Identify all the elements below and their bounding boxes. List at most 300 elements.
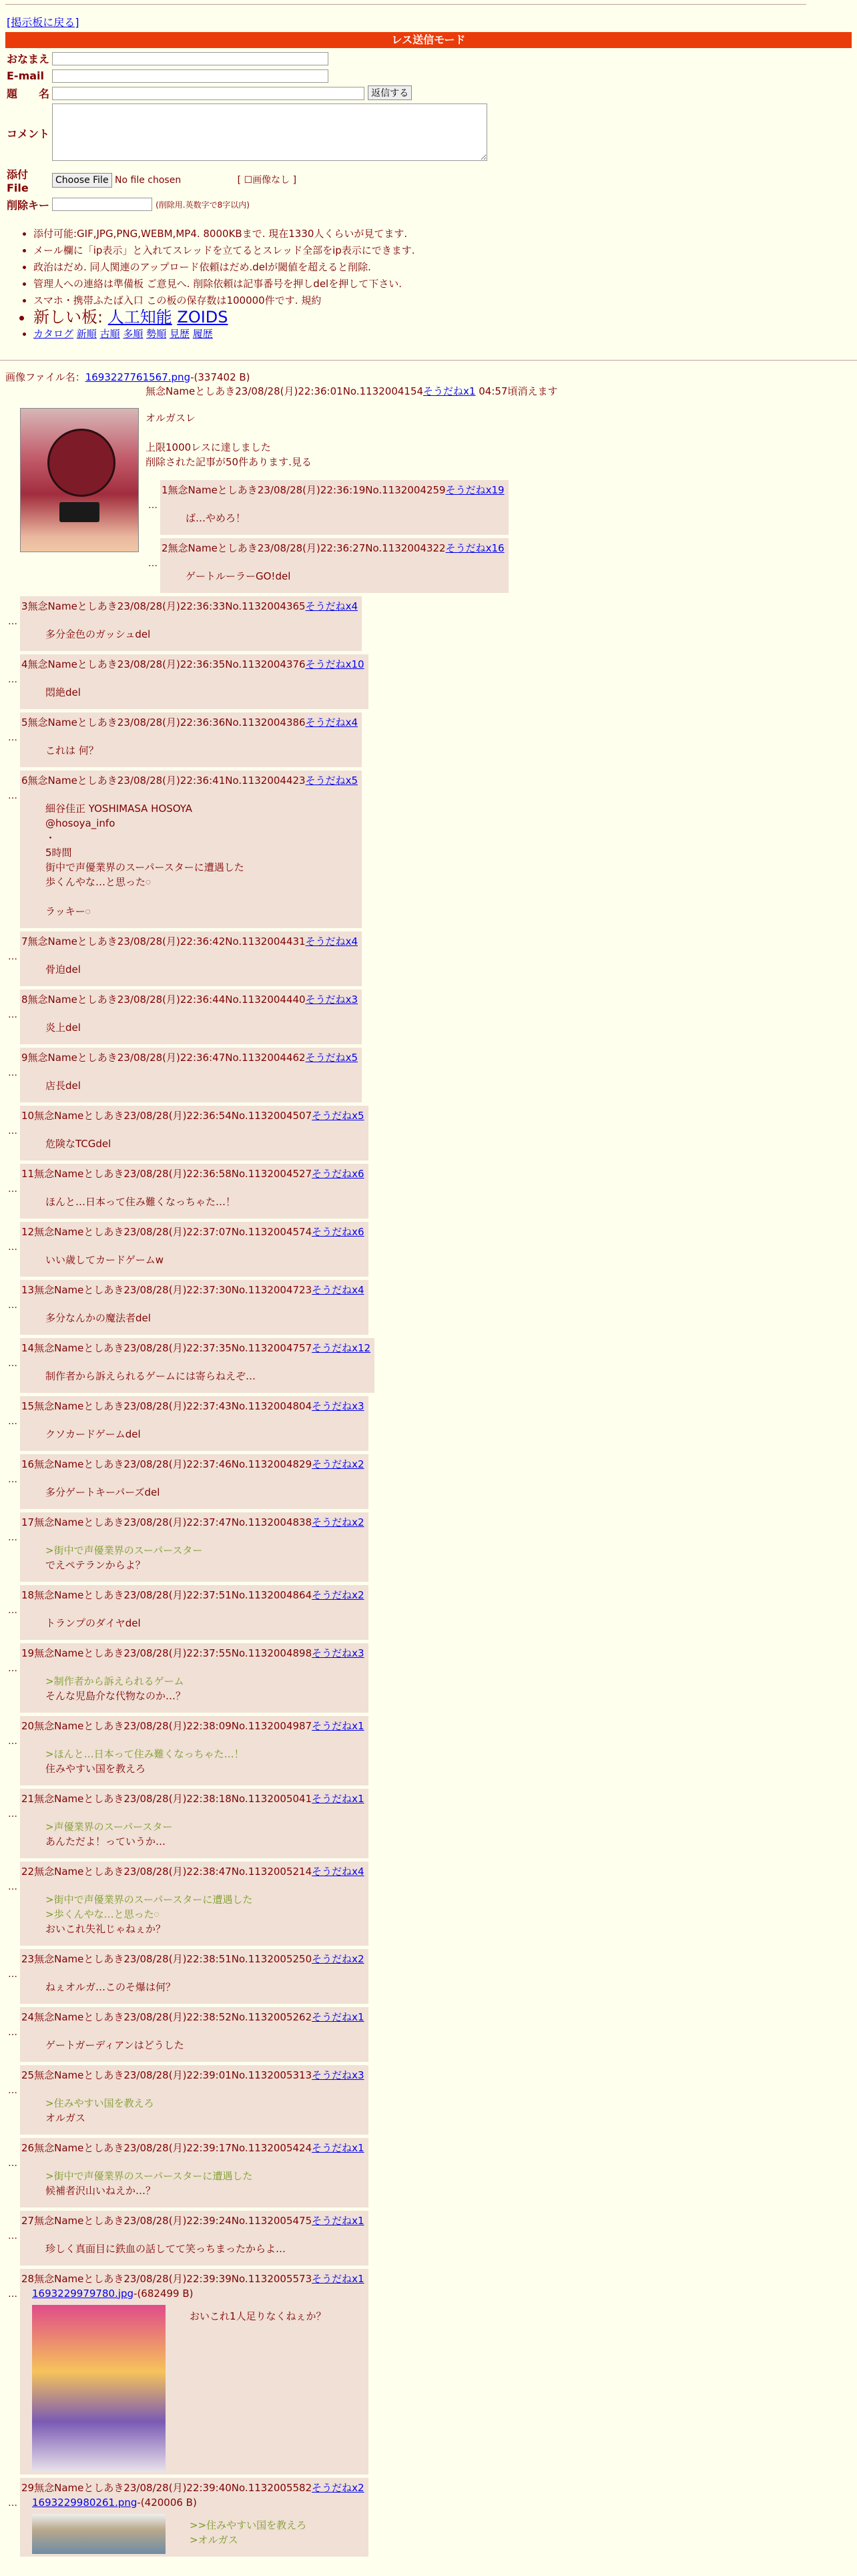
new-boards bbox=[33, 309, 852, 326]
reply-body bbox=[45, 1819, 364, 1849]
reply-meta: 無念Nameとしあき23/08/28(月)22:36:42No.1132004431 bbox=[27, 935, 306, 947]
reply-post bbox=[20, 771, 362, 928]
reply-post bbox=[160, 480, 509, 535]
reply-meta: 無念Nameとしあき23/08/28(月)22:39:24No.1132005475 bbox=[34, 2214, 312, 2227]
reply-sodane[interactable]: そうだねx5 bbox=[305, 774, 358, 787]
body-line: あんただよ！っていうか… bbox=[45, 1835, 166, 1848]
quote-line: >街中で声優業界のスーパースターに遭遇した bbox=[45, 1893, 253, 1906]
reply-sodane[interactable]: そうだねx4 bbox=[312, 1283, 364, 1296]
reply-body bbox=[45, 1747, 364, 1776]
body-line: ゲートルーラーGO!del bbox=[186, 570, 291, 582]
body-line: 骨迫del bbox=[45, 963, 81, 976]
replies bbox=[8, 479, 852, 2559]
reply-row bbox=[146, 479, 852, 537]
reply-dots: … bbox=[8, 616, 17, 627]
body-line: 細谷佳正 YOSHIMASA HOSOYA bbox=[45, 802, 193, 815]
reply-sodane[interactable]: そうだねx3 bbox=[305, 993, 358, 1006]
reply-meta: 無念Nameとしあき23/08/28(月)22:36:36No.1132004386 bbox=[27, 716, 306, 728]
reply-body bbox=[45, 1980, 364, 1994]
reply-meta: 無念Nameとしあき23/08/28(月)22:36:58No.1132004527 bbox=[34, 1167, 312, 1180]
reply-thumbnail[interactable] bbox=[32, 2514, 166, 2554]
reply-header bbox=[21, 2213, 364, 2228]
reply-post bbox=[20, 1789, 368, 1858]
reply-meta: 無念Nameとしあき23/08/28(月)22:36:33No.1132004365 bbox=[27, 600, 306, 612]
reply-post bbox=[20, 1949, 368, 2004]
reply-number: 18 bbox=[21, 1588, 35, 1601]
file-status: No file chosen bbox=[115, 174, 182, 186]
reply-meta: 無念Nameとしあき23/08/28(月)22:38:51No.1132005250 bbox=[34, 1952, 312, 1965]
reply-meta: 無念Nameとしあき23/08/28(月)22:37:30No.1132004723 bbox=[34, 1283, 312, 1296]
reply-row bbox=[5, 1104, 852, 1162]
reply-number: 3 bbox=[21, 600, 28, 612]
reply-file-link[interactable]: 1693229979780.jpg bbox=[32, 2287, 134, 2300]
reply-header bbox=[21, 773, 358, 788]
reply-sodane[interactable]: そうだねx12 bbox=[312, 1341, 371, 1354]
reply-post bbox=[20, 2269, 368, 2475]
reply-media bbox=[21, 2510, 364, 2554]
reply-row bbox=[5, 2209, 852, 2268]
reply-meta: 無念Nameとしあき23/08/28(月)22:37:07No.1132004574 bbox=[34, 1225, 312, 1238]
reply-meta: 無念Nameとしあき23/08/28(月)22:36:35No.1132004376 bbox=[27, 658, 306, 670]
reply-meta: 無念Nameとしあき23/08/28(月)22:36:19No.1132004259 bbox=[168, 483, 446, 496]
reply-header bbox=[21, 715, 358, 730]
reply-row bbox=[5, 2268, 852, 2477]
reply-body bbox=[45, 2241, 364, 2256]
reply-row bbox=[5, 1642, 852, 1715]
reply-row bbox=[5, 2006, 852, 2064]
reply-body bbox=[45, 1020, 358, 1035]
reply-post bbox=[20, 712, 362, 767]
reply-header bbox=[21, 992, 358, 1007]
top-divider bbox=[5, 4, 806, 5]
reply-meta: 無念Nameとしあき23/08/28(月)22:39:39No.1132005573 bbox=[34, 2272, 312, 2285]
file-label: 添付File bbox=[7, 168, 29, 194]
reply-header bbox=[21, 1457, 364, 1472]
submit-reply-button[interactable]: 返信する bbox=[368, 85, 412, 100]
reply-meta: 無念Nameとしあき23/08/28(月)22:36:41No.1132004423 bbox=[27, 774, 306, 787]
op-header bbox=[146, 384, 852, 399]
reply-header bbox=[21, 2010, 364, 2024]
rule-item: • メール欄に「ip表示」と入れてスレッドを立てるとスレッド全部をip表示にできます. bbox=[33, 242, 852, 259]
body-line: 悶絶del bbox=[45, 686, 81, 698]
reply-body bbox=[45, 1674, 364, 1703]
reply-sodane[interactable]: そうだねx1 bbox=[312, 2214, 364, 2227]
reply-file-size: -(420006 B) bbox=[137, 2496, 197, 2509]
body-line: クソカードゲームdel bbox=[45, 1428, 141, 1440]
back-to-board-link[interactable]: [掲示板に戻る] bbox=[7, 16, 79, 29]
reply-sodane[interactable]: そうだねx19 bbox=[445, 483, 505, 496]
reply-meta: 無念Nameとしあき23/08/28(月)22:36:27No.1132004322 bbox=[168, 542, 446, 554]
reply-meta: 無念Nameとしあき23/08/28(月)22:37:35No.1132004757 bbox=[34, 1341, 312, 1354]
reply-body bbox=[45, 1253, 364, 1267]
reply-meta: 無念Nameとしあき23/08/28(月)22:37:47No.1132004838 bbox=[34, 1516, 312, 1528]
reply-sodane[interactable]: そうだねx2 bbox=[312, 1952, 364, 1965]
op-thumbnail[interactable] bbox=[20, 408, 139, 552]
reply-sodane[interactable]: そうだねx1 bbox=[312, 1719, 364, 1732]
op-sodane[interactable]: そうだねx1 bbox=[423, 385, 476, 397]
body-line: トランプのダイヤdel bbox=[45, 1617, 141, 1629]
body-line: 多分なんかの魔法者del bbox=[45, 1311, 151, 1324]
reply-body bbox=[45, 962, 358, 977]
reply-post bbox=[20, 931, 362, 986]
reply-dots: … bbox=[8, 951, 17, 962]
comment-label: コメント bbox=[7, 128, 50, 140]
reply-post bbox=[20, 1338, 374, 1393]
reply-meta: 無念Nameとしあき23/08/28(月)22:38:18No.1132005041 bbox=[34, 1792, 312, 1805]
reply-header bbox=[21, 1225, 364, 1239]
delkey-input[interactable] bbox=[52, 198, 152, 211]
reply-header bbox=[21, 1399, 364, 1414]
reply-dots: … bbox=[8, 674, 17, 685]
reply-header bbox=[21, 1588, 364, 1602]
reply-sodane[interactable]: そうだねx16 bbox=[445, 542, 505, 554]
reply-header bbox=[21, 1515, 364, 1530]
reply-row bbox=[5, 2477, 852, 2559]
reply-dots: … bbox=[8, 732, 17, 743]
reply-header bbox=[162, 541, 505, 556]
reply-row bbox=[5, 1279, 852, 1337]
reply-post bbox=[20, 2065, 368, 2135]
body-line: ゲートガーディアンはどうした bbox=[45, 2038, 184, 2051]
reply-thumbnail[interactable] bbox=[32, 2305, 166, 2472]
reply-dots: … bbox=[8, 1009, 17, 1020]
reply-sodane[interactable]: そうだねx5 bbox=[312, 1109, 364, 1122]
reply-row bbox=[5, 1395, 852, 1453]
reply-meta: 無念Nameとしあき23/08/28(月)22:39:01No.1132005313 bbox=[34, 2069, 312, 2081]
reply-post bbox=[20, 2478, 368, 2557]
delkey-note: (削除用.英数字で8字以内) bbox=[156, 200, 250, 210]
reply-meta: 無念Nameとしあき23/08/28(月)22:37:46No.1132004829 bbox=[34, 1458, 312, 1470]
reply-number: 27 bbox=[21, 2214, 35, 2227]
body-line bbox=[45, 889, 358, 904]
reply-dots: … bbox=[148, 499, 158, 511]
body-line: 5時間 bbox=[45, 846, 72, 859]
reply-dots: … bbox=[8, 1881, 17, 1892]
reply-body bbox=[45, 801, 358, 919]
rule-item: • 政治はだめ. 同人関連のアップロード依頼はだめ.delが閾値を超えると削除. bbox=[33, 259, 852, 276]
body-line: 炎上del bbox=[45, 1021, 81, 1034]
reply-sodane[interactable]: そうだねx2 bbox=[312, 1516, 364, 1528]
reply-body bbox=[45, 627, 358, 642]
reply-sodane[interactable]: そうだねx4 bbox=[305, 716, 358, 728]
reply-post bbox=[20, 1164, 368, 1219]
body-line: 危険なTCGdel bbox=[45, 1137, 111, 1150]
reply-row bbox=[5, 1046, 852, 1104]
body-line: ラッキー𓏸 bbox=[45, 905, 91, 917]
reply-sodane[interactable]: そうだねx2 bbox=[312, 1458, 364, 1470]
quote-line: >制作者から訴えられるゲーム bbox=[45, 1675, 184, 1687]
reply-header bbox=[21, 2141, 364, 2155]
reply-number: 14 bbox=[21, 1341, 35, 1354]
op-expire: 04:57頃消えます bbox=[479, 385, 558, 397]
reply-body bbox=[186, 511, 505, 525]
reply-sodane[interactable]: そうだねx4 bbox=[305, 600, 358, 612]
reply-meta: 無念Nameとしあき23/08/28(月)22:39:40No.1132005582 bbox=[34, 2481, 312, 2494]
reply-number: 9 bbox=[21, 1051, 28, 1064]
email-label: E-mail bbox=[7, 69, 45, 82]
reply-number: 1 bbox=[162, 483, 168, 496]
reply-dots: … bbox=[8, 1532, 17, 1543]
reply-row bbox=[5, 1787, 852, 1860]
reply-body bbox=[45, 685, 364, 700]
reply-number: 6 bbox=[21, 774, 28, 787]
reply-body bbox=[45, 1136, 364, 1151]
reply-body bbox=[45, 743, 358, 758]
reply-row bbox=[5, 1511, 852, 1584]
reply-sodane[interactable]: そうだねx1 bbox=[312, 2141, 364, 2154]
reply-number: 7 bbox=[21, 935, 28, 947]
reply-dots: … bbox=[8, 1125, 17, 1136]
reply-body bbox=[190, 2518, 306, 2547]
catalog-links bbox=[33, 326, 852, 343]
body-line: おいこれ失礼じゃねぇか？ bbox=[45, 1922, 166, 1935]
reply-number: 24 bbox=[21, 2010, 35, 2023]
reply-number: 13 bbox=[21, 1283, 35, 1296]
reply-header bbox=[21, 2481, 364, 2495]
sort-many-link[interactable]: 多順 bbox=[123, 327, 144, 340]
reply-sodane[interactable]: そうだねx1 bbox=[312, 1792, 364, 1805]
reply-body bbox=[45, 1543, 364, 1572]
op-body-line: 削除された記事が50件あります.見る bbox=[146, 455, 312, 468]
choose-file-button[interactable]: Choose File bbox=[52, 173, 112, 188]
thread-divider bbox=[0, 360, 857, 361]
reply-sodane[interactable]: そうだねx2 bbox=[312, 1588, 364, 1601]
reply-row bbox=[5, 1162, 852, 1221]
reply-number: 5 bbox=[21, 716, 28, 728]
body-line: ほんと…日本って住み難くなっちゃた…！ bbox=[45, 1195, 236, 1208]
reply-row bbox=[5, 653, 852, 711]
reply-file-link[interactable]: 1693229980261.png bbox=[32, 2496, 137, 2509]
reply-dots: … bbox=[8, 1808, 17, 1819]
card-image bbox=[59, 502, 99, 522]
reply-header bbox=[21, 2068, 364, 2083]
reply-header bbox=[21, 1719, 364, 1733]
comment-textarea[interactable] bbox=[52, 103, 487, 161]
body-line: 候補者沢山いねえか…？ bbox=[45, 2184, 156, 2197]
board-link-ai[interactable]: 人工知能 bbox=[107, 307, 172, 327]
reply-mode-bar: レス送信モード bbox=[5, 32, 852, 48]
reply-post bbox=[20, 2007, 368, 2062]
board-link-zoids[interactable]: ZOIDS bbox=[177, 307, 228, 327]
reply-body bbox=[45, 1427, 364, 1442]
reply-body bbox=[45, 1485, 364, 1500]
body-line: @hosoya_info bbox=[45, 817, 115, 829]
reply-form bbox=[5, 49, 489, 214]
op-body bbox=[146, 411, 852, 469]
op-file-link[interactable]: 1693227761567.png bbox=[85, 371, 191, 383]
reply-row bbox=[5, 930, 852, 988]
body-line: でえペテランからよ？ bbox=[45, 1558, 146, 1571]
reply-dots: … bbox=[8, 1357, 17, 1369]
reply-row bbox=[5, 2064, 852, 2137]
reply-dots: … bbox=[8, 2230, 17, 2241]
reply-sodane[interactable]: そうだねx3 bbox=[312, 2069, 364, 2081]
reply-post bbox=[20, 654, 368, 709]
reply-post bbox=[20, 1643, 368, 1713]
op-file-label: 画像ファイル名： bbox=[5, 371, 85, 383]
reply-post bbox=[20, 1396, 368, 1451]
reply-dots: … bbox=[8, 1604, 17, 1616]
reply-header bbox=[21, 1952, 364, 1966]
reply-sodane[interactable]: そうだねx4 bbox=[305, 935, 358, 947]
reply-header bbox=[21, 1166, 364, 1181]
reply-dots: … bbox=[8, 2288, 17, 2300]
body-line: 住みやすい国を教えろ bbox=[45, 1762, 146, 1775]
reply-row bbox=[146, 537, 852, 595]
body-line: 歩くんやな…と思った𓏸 bbox=[45, 875, 151, 888]
body-line: いい歳してカードゲームw bbox=[45, 1253, 164, 1266]
reply-sodane[interactable]: そうだねx10 bbox=[305, 658, 364, 670]
reply-row bbox=[5, 1584, 852, 1642]
reply-media bbox=[21, 2301, 364, 2472]
reply-number: 26 bbox=[21, 2141, 35, 2154]
reply-post bbox=[20, 1106, 368, 1160]
quote-line: >歩くんやな…と思った𓏸 bbox=[45, 1908, 160, 1920]
reply-body bbox=[190, 2309, 326, 2324]
op-body-line: 上限1000レスに達しました bbox=[146, 441, 271, 453]
reply-body bbox=[45, 2038, 364, 2053]
reply-number: 10 bbox=[21, 1109, 35, 1122]
reply-number: 19 bbox=[21, 1647, 35, 1659]
reply-row bbox=[5, 769, 852, 930]
reply-header bbox=[162, 483, 505, 497]
reply-header bbox=[21, 1283, 364, 1297]
body-line: そんな児島介な代物なのか…？ bbox=[45, 1689, 186, 1702]
reply-header bbox=[21, 599, 358, 614]
reply-dots: … bbox=[8, 1183, 17, 1195]
reply-row bbox=[5, 1337, 852, 1395]
reply-dots: … bbox=[8, 1299, 17, 1311]
reply-number: 4 bbox=[21, 658, 28, 670]
reply-post bbox=[20, 1585, 368, 1640]
reply-row bbox=[5, 1860, 852, 1948]
reply-body bbox=[45, 2096, 364, 2125]
rule-item: • 添付可能:GIF,JPG,PNG,WEBM,MP4. 8000KBまで. 現在1330人くらいが見てます. bbox=[33, 226, 852, 242]
sort-old-link[interactable]: 古順 bbox=[99, 327, 120, 340]
reply-row bbox=[5, 1453, 852, 1511]
emblem-icon bbox=[47, 429, 115, 497]
op-body-line: オルガスレ bbox=[146, 411, 196, 424]
quote-line: >住みやすい国を教えろ bbox=[45, 2097, 154, 2109]
reply-post bbox=[20, 2211, 368, 2266]
body-line: ねぇオルガ…このそ爆は何？ bbox=[45, 1980, 176, 1993]
reply-body bbox=[45, 1616, 364, 1631]
subject-input[interactable] bbox=[52, 87, 364, 100]
new-boards-label: 新しい板: bbox=[33, 307, 103, 327]
reply-post bbox=[20, 1512, 368, 1582]
sort-new-link[interactable]: 新順 bbox=[76, 327, 97, 340]
reply-number: 17 bbox=[21, 1516, 35, 1528]
body-line: 多分金色のガッシュdel bbox=[45, 628, 151, 640]
reply-number: 29 bbox=[21, 2481, 35, 2494]
history-link[interactable]: 履歴 bbox=[192, 327, 213, 340]
reply-row bbox=[5, 2137, 852, 2209]
reply-post bbox=[20, 2138, 368, 2207]
quote-line: >街中で声優業界のスーパースターに遭遇した bbox=[45, 2169, 253, 2182]
quote-line: >声優業界のスーパースター bbox=[45, 1820, 173, 1833]
reply-meta: 無念Nameとしあき23/08/28(月)22:36:44No.1132004440 bbox=[27, 993, 306, 1006]
reply-sodane[interactable]: そうだねx1 bbox=[312, 2010, 364, 2023]
reply-dots: … bbox=[8, 1067, 17, 1078]
reply-header bbox=[21, 657, 364, 672]
op-file-line bbox=[5, 370, 852, 384]
reply-header bbox=[21, 1864, 364, 1879]
reply-sodane[interactable]: そうだねx3 bbox=[312, 1647, 364, 1659]
name-input[interactable] bbox=[52, 52, 328, 65]
reply-sodane[interactable]: そうだねx5 bbox=[305, 1051, 358, 1064]
body-line: これは 何？ bbox=[45, 744, 99, 757]
reply-row bbox=[5, 1948, 852, 2006]
reply-meta: 無念Nameとしあき23/08/28(月)22:38:52No.1132005262 bbox=[34, 2010, 312, 2023]
reply-meta: 無念Nameとしあき23/08/28(月)22:36:54No.1132004507 bbox=[34, 1109, 312, 1122]
reply-post bbox=[20, 1222, 368, 1277]
rule-item: • スマホ・携帯ふたば入口 この板の保存数は100000件です. 規約 bbox=[33, 292, 852, 309]
rules-list bbox=[20, 226, 852, 343]
no-image-checkbox[interactable]: [ ☐画像なし ] bbox=[237, 174, 297, 186]
body-line: 多分ゲートキーパーズdel bbox=[45, 1486, 160, 1498]
body-line: ば…やめろ！ bbox=[186, 511, 246, 524]
reply-sodane[interactable]: そうだねx1 bbox=[312, 2272, 364, 2285]
reply-post bbox=[160, 538, 509, 593]
reply-header bbox=[21, 1108, 364, 1123]
quote-line: >街中で声優業界のスーパースター bbox=[45, 1544, 203, 1556]
reply-dots: … bbox=[8, 1968, 17, 1980]
reply-sodane[interactable]: そうだねx3 bbox=[312, 1400, 364, 1412]
quote-line: >ほんと…日本って住み難くなっちゃた…！ bbox=[45, 1747, 244, 1760]
body-line: 珍しく真面目に鉄血の話してて笑っちまったからよ… bbox=[45, 2242, 286, 2255]
reply-meta: 無念Nameとしあき23/08/28(月)22:39:17No.1132005424 bbox=[34, 2141, 312, 2154]
reply-header bbox=[21, 1791, 364, 1806]
reply-number: 23 bbox=[21, 1952, 35, 1965]
reply-sodane[interactable]: そうだねx4 bbox=[312, 1865, 364, 1878]
name-label: おなまえ bbox=[7, 53, 50, 65]
view-history-link[interactable]: 見歴 bbox=[169, 327, 190, 340]
reply-header bbox=[21, 2272, 364, 2286]
reply-dots: … bbox=[8, 1663, 17, 1674]
body-line: 制作者から訴えられるゲームには寄らねえぞ… bbox=[45, 1369, 256, 1382]
reply-dots: … bbox=[8, 790, 17, 801]
body-line: おいこれ1人足りなくねぇか？ bbox=[190, 2310, 326, 2322]
subject-label: 題 名 bbox=[7, 87, 50, 100]
op-post bbox=[5, 384, 852, 2559]
reply-file-line bbox=[32, 2286, 364, 2301]
reply-number: 11 bbox=[21, 1167, 35, 1180]
reply-meta: 無念Nameとしあき23/08/28(月)22:37:55No.1132004898 bbox=[34, 1647, 312, 1659]
reply-sodane[interactable]: そうだねx2 bbox=[312, 2481, 364, 2494]
reply-sodane[interactable]: そうだねx6 bbox=[312, 1167, 364, 1180]
reply-post bbox=[20, 1048, 362, 1102]
email-input[interactable] bbox=[52, 69, 328, 83]
reply-dots: … bbox=[8, 2085, 17, 2096]
reply-sodane[interactable]: そうだねx6 bbox=[312, 1225, 364, 1238]
reply-file-line bbox=[32, 2495, 364, 2510]
thread bbox=[0, 370, 857, 2559]
op-header-text: 無念Nameとしあき23/08/28(月)22:36:01No.1132004154 bbox=[146, 385, 424, 397]
reply-meta: 無念Nameとしあき23/08/28(月)22:37:43No.1132004804 bbox=[34, 1400, 312, 1412]
reply-post bbox=[20, 1716, 368, 1785]
reply-file-size: -(682499 B) bbox=[133, 2287, 194, 2300]
reply-row bbox=[5, 1221, 852, 1279]
reply-meta: 無念Nameとしあき23/08/28(月)22:37:51No.1132004864 bbox=[34, 1588, 312, 1601]
sort-momentum-link[interactable]: 勢順 bbox=[146, 327, 167, 340]
reply-post bbox=[20, 1454, 368, 1509]
reply-meta: 無念Nameとしあき23/08/28(月)22:38:09No.1132004987 bbox=[34, 1719, 312, 1732]
quote-line: >オルガス bbox=[190, 2533, 238, 2546]
catalog-link[interactable]: カタログ bbox=[33, 327, 74, 340]
reply-header bbox=[21, 1646, 364, 1661]
reply-number: 16 bbox=[21, 1458, 35, 1470]
body-line: ・ bbox=[45, 831, 56, 844]
